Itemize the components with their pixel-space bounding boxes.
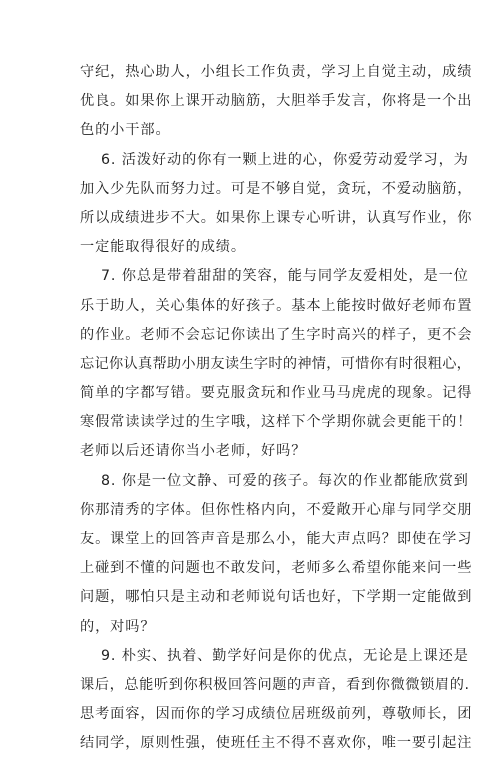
paragraph-9-start: 9. 朴实、执着、勤学好问是你的优点，无论是上课还是 [101, 647, 469, 664]
text-line: 课后，总能听到你积极回答问题的声音，看到你微微锁眉的. [80, 676, 470, 693]
paragraph-7-start: 7. 你总是带着甜甜的笑容，能与同学友爱相处，是一位 [101, 268, 469, 285]
text-line: 结同学，原则性强，使班任主不得不喜欢你，唯一要引起注 [80, 735, 473, 752]
text-line: 色的小干部。 [80, 122, 171, 139]
document-body [80, 58, 473, 759]
text-line: 忘记你认真帮助小朋友读生字时的神情，可惜你有时很粗心， [80, 355, 472, 372]
text-line: 守纪，热心助人，小组长工作负责，学习上自觉主动，成绩 [80, 64, 473, 80]
paragraph-6-start: 6. 活泼好动的你有一颗上进的心，你爱劳动爱学习，为 [101, 151, 469, 168]
text-line: 乐于助人，关心集体的好孩子。基本上能按时做好老师布置 [80, 297, 473, 314]
text-line: 老师以后还请你当小老师，好吗？ [80, 443, 307, 460]
text-line: 你那清秀的字体。但你性格内向，不爱敞开心扉与同学交朋 [80, 501, 473, 518]
text-line: 简单的字都写错。要克服贪玩和作业马马虎虎的现象。记得 [80, 385, 473, 402]
text-line: 一定能取得很好的成绩。 [80, 239, 246, 256]
text-line: 加入少先队而努力过。可是不够自觉，贪玩，不爱动脑筋， [80, 180, 473, 197]
text-line: 优良。如果你上课开动脑筋，大胆举手发言，你将是一个出 [80, 93, 473, 110]
text-line: 所以成绩进步不大。如果你上课专心听讲，认真写作业，你 [80, 209, 473, 226]
text-line: 思考面容，因而你的学习成绩位居班级前列，尊敬师长，团 [80, 706, 473, 723]
text-line: 的作业。老师不会忘记你读出了生字时高兴的样子，更不会 [80, 326, 473, 343]
text-line: 问题，哪怕只是主动和老师说句话也好，下学期一定能做到 [80, 589, 473, 606]
paragraph-8-start: 8. 你是一位文静、可爱的孩子。每次的作业都能欣赏到 [101, 472, 469, 489]
text-line: 的，对吗？ [80, 618, 156, 635]
text-line: 友。课堂上的回答声音是那么小，能大声点吗？即使在学习 [80, 531, 473, 547]
text-line: 上碰到不懂的问题也不敢发问，老师多么希望你能来问一些 [80, 560, 473, 577]
text-line: 寒假常读读学过的生字哦，这样下个学期你就会更能干的！ [80, 414, 473, 431]
